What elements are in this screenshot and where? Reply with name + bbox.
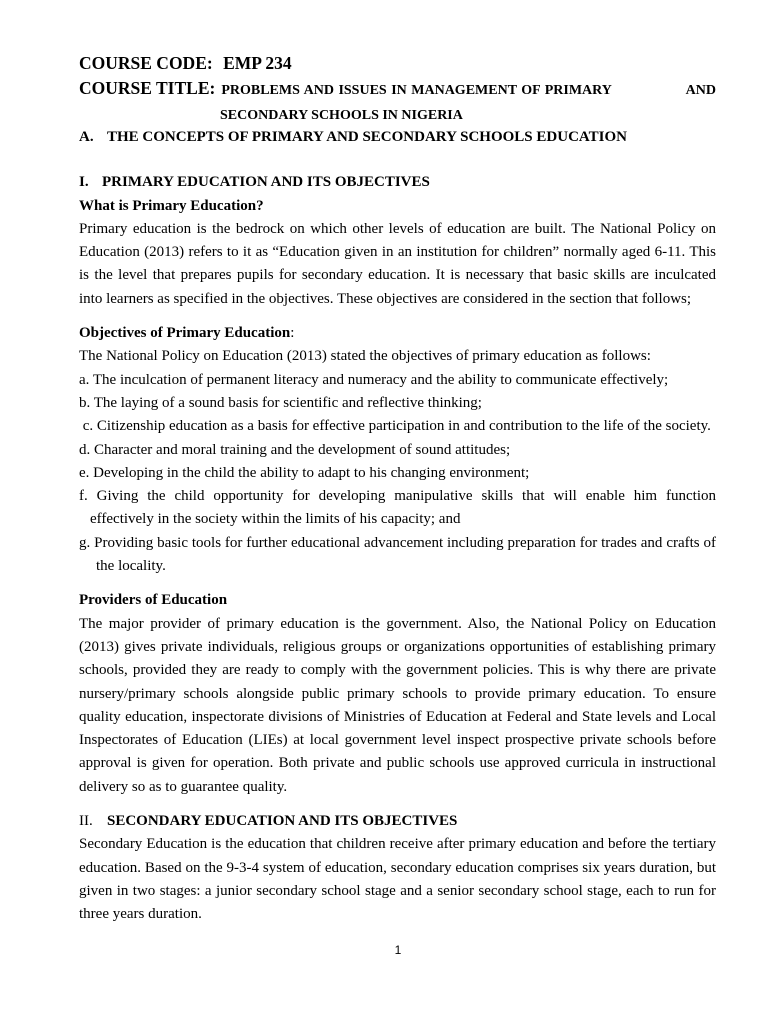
course-title-text-end: AND (685, 83, 716, 98)
objective-f-line-1: f. Giving the child opportunity for developing manipulative skills that will enable him function (79, 488, 716, 505)
primary-para-line-3: is the level that prepares pupils for secondary education. It is necessary that basic skills are inculcated (79, 267, 716, 284)
providers-para-line-3: schools, provided they are ready to comply with the government policies. This is why there are private (79, 662, 716, 679)
section-ii-title: SECONDARY EDUCATION AND ITS OBJECTIVES (107, 813, 458, 830)
section-i-title: PRIMARY EDUCATION AND ITS OBJECTIVES (102, 174, 430, 191)
secondary-para-line-2: education. Based on the 9-3-4 system of education, secondary education comprises six years duration, but (79, 859, 716, 876)
section-a-title: THE CONCEPTS OF PRIMARY AND SECONDARY SCHOOLS EDUCATION (107, 129, 627, 145)
section-ii-label: II. (79, 813, 93, 830)
objective-d: d. Character and moral training and the development of sound attitudes; (79, 441, 511, 458)
section-a-heading (79, 126, 716, 149)
secondary-para-line-1: Secondary Education is the education that children receive after primary education and before the tertiary (79, 836, 716, 853)
section-i-label: I. (79, 174, 89, 191)
section-a-label: A. (79, 129, 94, 145)
course-title-label: COURSE TITLE: (79, 78, 216, 98)
objective-b: b. The laying of a sound basis for scientific and reflective thinking; (79, 394, 482, 411)
primary-para-line-2: Education (2013) refers to it as “Education given in an institution for children” normally aged 6-11. This (79, 244, 716, 261)
what-is-primary-heading: What is Primary Education? (79, 197, 264, 214)
course-code-value: EMP 234 (223, 53, 292, 73)
providers-para-line-8: delivery so as to guarantee quality. (79, 778, 288, 795)
course-title-line (79, 78, 716, 104)
course-code-line (79, 52, 716, 78)
providers-para-line-6: Inspectorates of Education (LIEs) at local government level inspect prospective private schools before (79, 732, 716, 749)
providers-heading: Providers of Education (79, 592, 228, 609)
course-title-text-1: PROBLEMS AND ISSUES IN MANAGEMENT OF PRIMARY (221, 83, 612, 98)
providers-para-line-1: The major provider of primary education is the government. Also, the National Policy on Education (79, 615, 716, 632)
objective-g-line-1: g. Providing basic tools for further educational advancement including preparation for trades and crafts of (79, 534, 716, 551)
objectives-intro: The National Policy on Education (2013) stated the objectives of primary education as follows: (79, 348, 651, 365)
objective-f-line-2: effectively in the society within the limits of his capacity; and (90, 511, 461, 528)
providers-para-line-4: nursery/primary schools alongside public primary schools to provide primary education. To ensure (79, 685, 716, 702)
primary-para-line-1: Primary education is the bedrock on which other levels of education are built. The National Policy on (79, 220, 716, 237)
objectives-heading (79, 322, 716, 345)
course-title-text-2 (79, 104, 716, 126)
section-ii-heading (79, 810, 716, 833)
primary-para-line-4: into learners as specified in the objectives. These objectives are considered in the section that follows; (79, 290, 692, 307)
objectives-heading-colon: : (290, 325, 295, 342)
document-page (79, 52, 716, 927)
objective-g-line-2: the locality. (96, 558, 166, 575)
page-number: 1 (394, 943, 402, 957)
objective-c: c. Citizenship education as a basis for effective participation in and contribution to the life of the society. (79, 418, 711, 435)
providers-para-line-7: approval is given for operation. Both private and public schools use approved curricula in instructional (79, 755, 716, 772)
providers-para-line-2: (2013) gives private individuals, religious groups or organizations opportunities of establishing primary (79, 638, 716, 655)
objective-e: e. Developing in the child the ability to adapt to his changing environment; (79, 464, 530, 481)
secondary-para-line-4: three years duration. (79, 906, 202, 923)
course-code-label: COURSE CODE: (79, 53, 213, 73)
course-title-text-2-content: SECONDARY SCHOOLS IN NIGERIA (220, 108, 463, 123)
objective-a: a. The inculcation of permanent literacy and numeracy and the ability to communicate effectively; (79, 371, 669, 388)
section-i-heading (79, 171, 716, 194)
providers-para-line-5: quality education, inspectorate divisions of Ministries of Education at Federal and State levels and Local (79, 708, 716, 725)
objectives-heading-text: Objectives of Primary Education (79, 325, 291, 342)
secondary-para-line-3: given in two stages: a junior secondary school stage and a senior secondary school stage, each to run for (79, 882, 716, 899)
